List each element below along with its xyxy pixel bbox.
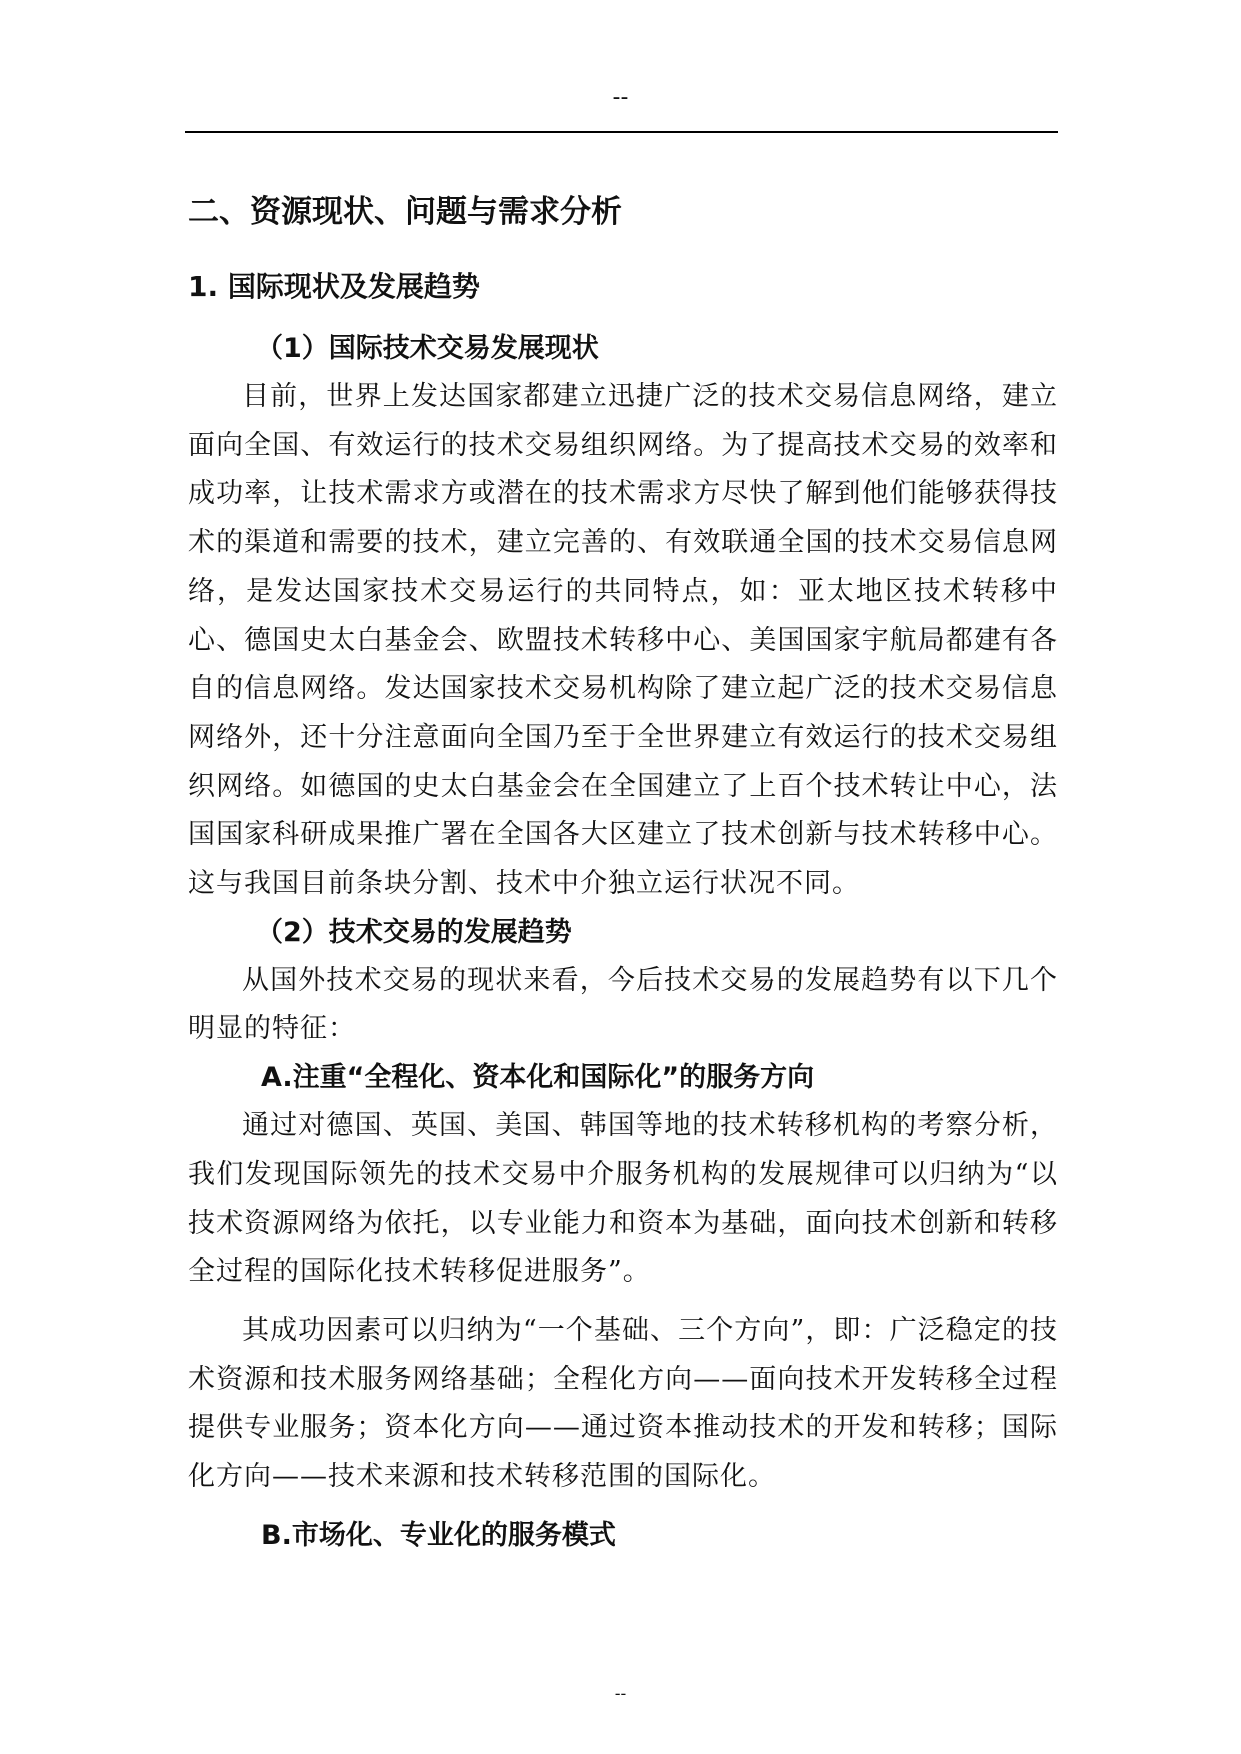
item-a-heading: A.注重“全程化、资本化和国际化”的服务方向 [261,1062,815,1094]
page-footer-mark: -- [614,1684,627,1703]
document-body [188,190,1058,1560]
paragraph-gap [188,1297,1058,1307]
part1-paragraph: 目前，世界上发达国家都建立迅捷广泛的技术交易信息网络，建立面向全国、有效运行的技术交易组织网络。为了提高技术交易的效率和成功率，让技术需求方或潜在的技术需求方尽快了解到他们能够获得技术的渠道和需要的技术，建立完善的、有效联通全国的技术交易信息网络，是发达国家技术交易运行的共同特点，如：亚太地区技术转移中心、德国史太白基金会、欧盟技术转移中心、美国国家宇航局都建有各自的信息网络。发达国家技术交易机构除了建立起广泛的技术交易信息网络外，还十分注意面向全国乃至于全世界建立有效运行的技术交易组织网络。如德国的史太白基金会在全国建立了上百个技术转让中心，法国国家科研成果推广署在全国各大区建立了技术创新与技术转移中心。这与我国目前条块分割、技术中介独立运行状况不同。 [188,381,1058,900]
item-b-heading: B.市场化、专业化的服务模式 [261,1519,616,1551]
item-a-paragraph-1: 通过对德国、英国、美国、韩国等地的技术转移机构的考察分析，我们发现国际领先的技术交易中介服务机构的发展规律可以归纳为“以技术资源网络为依托，以专业能力和资本为基础，面向技术创新和转移全过程的国际化技术转移促进服务”。 [188,1110,1058,1288]
section-title: 二、资源现状、问题与需求分析 [188,194,622,230]
page-header-mark: -- [612,85,629,110]
header-rule [185,131,1058,133]
paragraph-gap [188,1502,1058,1512]
subsection-title: 1. 国际现状及发展趋势 [188,270,480,303]
part2-heading: （2）技术交易的发展趋势 [256,916,572,948]
part1-heading: （1）国际技术交易发展现状 [256,333,599,364]
part2-paragraph: 从国外技术交易的现状来看，今后技术交易的发展趋势有以下几个明显的特征： [188,964,1058,1045]
item-a-paragraph-2: 其成功因素可以归纳为“一个基础、三个方向”，即：广泛稳定的技术资源和技术服务网络基础；全程化方向——面向技术开发转移全过程提供专业服务；资本化方向——通过资本推动技术的开发和转移；国际化方向——技术来源和技术转移范围的国际化。 [188,1314,1058,1493]
